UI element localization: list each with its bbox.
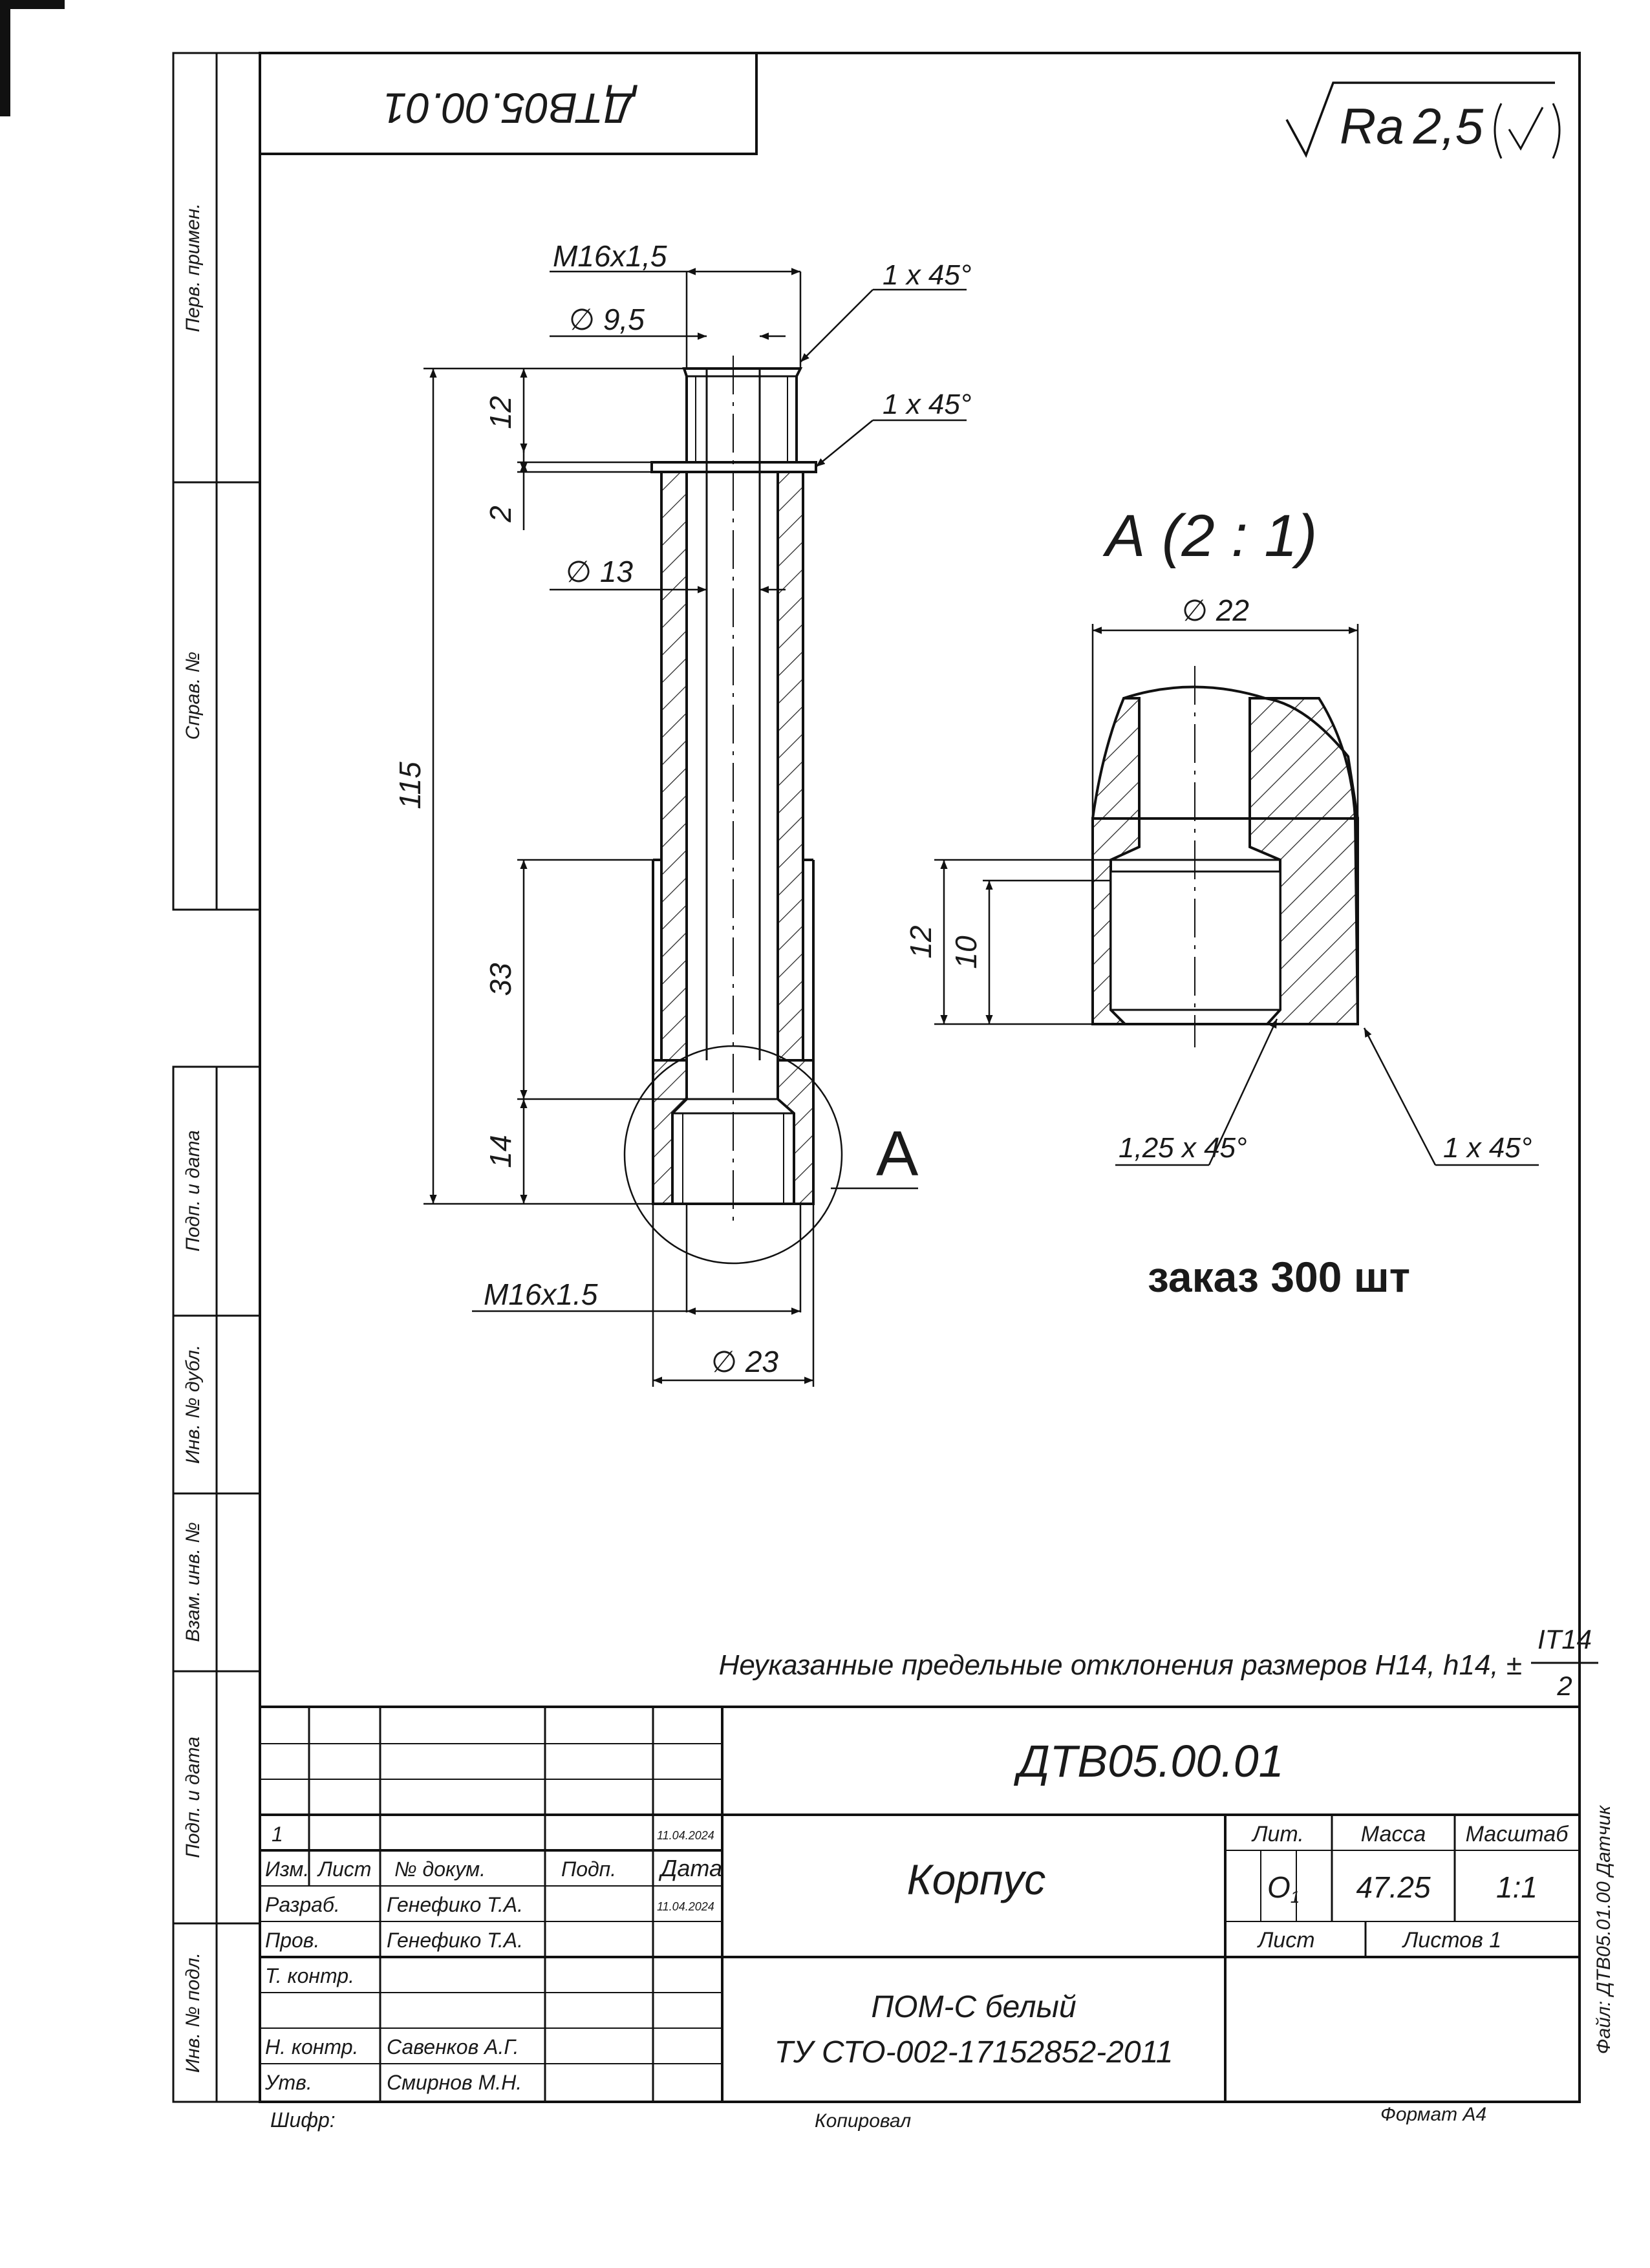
tolerance-denominator: 2 — [1557, 1671, 1572, 1701]
tb-designation: ДТВ05.00.01 — [1018, 1736, 1284, 1786]
dim-thread-top: М16х1,5 — [553, 239, 667, 273]
tb-scale-label: Масштаб — [1465, 1822, 1569, 1846]
tb-header-list: Лист — [318, 1857, 372, 1881]
dim-33: 33 — [484, 963, 517, 996]
tb-mass-value: 47.25 — [1356, 1870, 1431, 1904]
tb-header-izm: Изм. — [265, 1857, 310, 1881]
tb-scale-value: 1:1 — [1496, 1870, 1538, 1904]
dim-dia-23: ∅ 23 — [711, 1345, 779, 1378]
dim-2-main: 2 — [484, 506, 517, 522]
detail-dim-10: 10 — [949, 936, 983, 969]
dim-chamfer-shoulder: 1 х 45° — [883, 389, 972, 420]
tb-row-role-0: Разраб. — [265, 1893, 340, 1916]
top-spigot — [684, 369, 800, 462]
tb-row-name-1: Генефико Т.А. — [387, 1929, 523, 1952]
tb-header-doc: № докум. — [394, 1857, 486, 1881]
side-label-sprav-no: Справ. № — [182, 651, 204, 740]
tb-row-date-0: 11.04.2024 — [657, 1900, 714, 1913]
tb-revision-date: 11.04.2024 — [657, 1829, 714, 1842]
hatch-right-upper — [778, 472, 803, 1060]
tb-row-role-4: Утв. — [265, 2071, 312, 2094]
tb-row-role-1: Пров. — [265, 1929, 320, 1952]
footer-file: Файл: ДТВ05.01.00 Датчик — [1593, 1805, 1614, 2055]
dim-14: 14 — [484, 1135, 517, 1168]
main-part-section — [625, 356, 842, 1263]
tb-revision-no: 1 — [272, 1823, 283, 1846]
stamp-box — [260, 53, 756, 154]
detail-view — [1093, 666, 1358, 1047]
svg-text:Ra2,5 — [1340, 98, 1484, 155]
tb-lit-letter: О — [1267, 1870, 1291, 1904]
tb-header-podp: Подп. — [561, 1857, 617, 1881]
tb-material-2: ТУ СТО-002-17152852-2011 — [774, 2035, 1173, 2070]
tb-mass-label: Масса — [1360, 1822, 1426, 1846]
side-label-podp-data-1: Подп. и дата — [182, 1130, 204, 1252]
footer-cipher: Шифр: — [270, 2108, 336, 2132]
detail-title: А (2 : 1) — [1106, 503, 1318, 569]
detail-chamfer-outer: 1 х 45° — [1443, 1132, 1532, 1164]
dim-thread-bottom: М16х1.5 — [484, 1278, 598, 1311]
stamp-designation: ДТВ05.00.01 — [383, 84, 634, 133]
hatch-left-upper — [661, 472, 687, 1060]
footer-copied: Копировал — [815, 2110, 912, 2132]
tb-row-role-3: Н. контр. — [265, 2035, 359, 2059]
side-label-podp-data-2: Подп. и дата — [182, 1737, 204, 1858]
tb-row-role-2: Т. контр. — [265, 1964, 354, 1987]
hatch-left-lower — [653, 1060, 687, 1204]
tb-material-1: ПОМ-С белый — [871, 1990, 1077, 2024]
tolerance-note — [719, 1624, 1598, 1701]
footer-format: Формат А4 — [1380, 2104, 1487, 2125]
dim-115: 115 — [393, 762, 427, 809]
tb-lit-sub: 1 — [1290, 1887, 1300, 1907]
dim-dia-13: ∅ 13 — [566, 555, 634, 588]
dim-bore: ∅ 9,5 — [569, 303, 645, 336]
scan-edge-mark — [0, 0, 65, 116]
tb-header-data: Дата — [661, 1855, 722, 1881]
order-note: заказ 300 шт — [1148, 1253, 1411, 1301]
view-letter-a: А — [876, 1118, 919, 1189]
side-label-inv-podl: Инв. № подл. — [182, 1952, 204, 2073]
dim-chamfer-top: 1 х 45° — [883, 259, 972, 291]
tb-row-name-0: Генефико Т.А. — [387, 1893, 523, 1916]
detail-chamfer-inner: 1,25 х 45° — [1119, 1132, 1247, 1164]
drawing-frame — [260, 53, 1580, 2102]
detail-dim-12: 12 — [904, 925, 938, 959]
tb-row-name-3: Савенков А.Г. — [387, 2035, 519, 2059]
side-label-perv-primen: Перв. примен. — [182, 203, 204, 332]
tolerance-text: Неуказанные предельные отклонения размеров Н14, h14, ± — [718, 1649, 1522, 1681]
dim-12-main: 12 — [484, 396, 517, 429]
tb-name: Корпус — [906, 1856, 1046, 1903]
detail-dim-dia-22: ∅ 22 — [1182, 594, 1250, 627]
roughness-prefix: Ra — [1340, 98, 1404, 155]
roughness-value: 2,5 — [1413, 98, 1484, 155]
tb-sheet-label: Лист — [1258, 1928, 1315, 1952]
tb-lit-label: Лит. — [1252, 1822, 1304, 1846]
tb-sheets-label: Листов 1 — [1403, 1928, 1502, 1952]
tb-lit-value — [1267, 1870, 1300, 1907]
tb-row-name-4: Смирнов М.Н. — [387, 2071, 522, 2094]
roughness-symbol — [1287, 83, 1559, 158]
tolerance-numerator: IT14 — [1537, 1624, 1592, 1654]
side-label-vzam-inv: Взам. инв. № — [182, 1522, 204, 1642]
side-label-inv-dubl: Инв. № дубл. — [182, 1344, 204, 1464]
